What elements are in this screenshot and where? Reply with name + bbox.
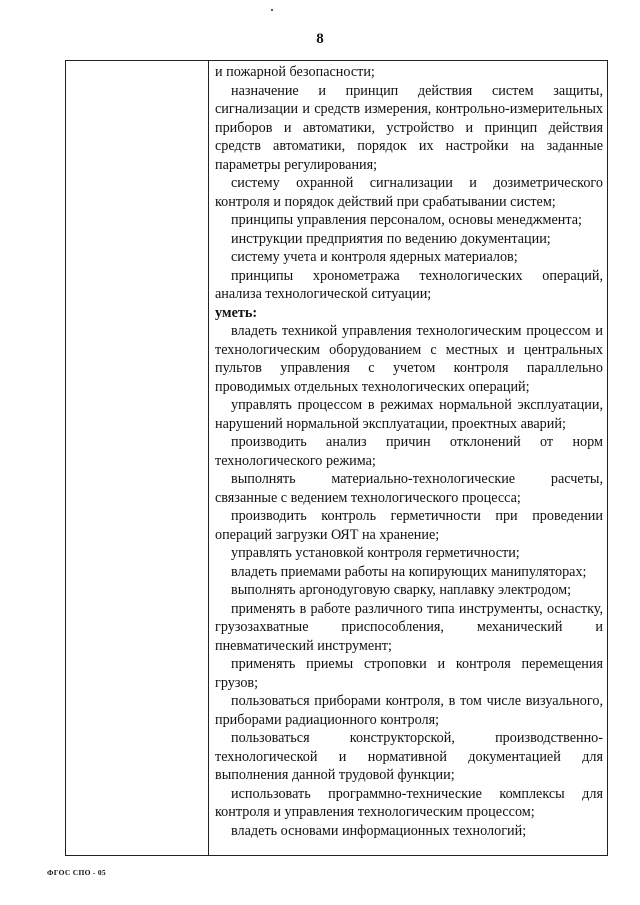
text-paragraph: производить контроль герметичности при проведении операций загрузки ОЯТ на хранение; bbox=[215, 508, 603, 543]
text-paragraph: систему учета и контроля ядерных материалов; bbox=[231, 249, 518, 265]
text-paragraph: управлять процессом в режимах нормальной эксплуатации, нарушений нормальной эксплуатации, проектных аварий; bbox=[215, 397, 603, 432]
text-paragraph: выполнять материально-технологические расчеты, связанные с ведением технологического процесса; bbox=[215, 471, 603, 506]
text-paragraph: пользоваться приборами контроля, в том числе визуального, приборами радиационного контроля; bbox=[215, 693, 603, 728]
text-paragraph: и пожарной безопасности; bbox=[215, 64, 375, 80]
text-paragraph: принципы управления персоналом, основы менеджмента; bbox=[231, 212, 583, 228]
text-paragraph: назначение и принцип действия систем защиты, сигнализации и средств измерения, контрольно-измерительных приборов и автоматики, устройство и принцип действия средств автоматики, порядок их настройки на заданные параметры регулирования; bbox=[215, 82, 603, 173]
text-paragraph: управлять установкой контроля герметичности; bbox=[231, 545, 520, 561]
content-table bbox=[65, 60, 608, 856]
text-paragraph: принципы хронометража технологических операций, анализа технологической ситуации; bbox=[215, 267, 603, 302]
scan-dot bbox=[271, 9, 273, 11]
footer-code: ФГОС СПО - 05 bbox=[47, 868, 106, 877]
text-paragraph: владеть основами информационных технологий; bbox=[231, 822, 527, 839]
text-paragraph: выполнять аргонодуговую сварку, наплавку электродом; bbox=[231, 582, 572, 598]
text-paragraph: производить анализ причин отклонений от норм технологического режима; bbox=[215, 434, 603, 469]
table-left-column bbox=[66, 61, 209, 855]
text-paragraph: пользоваться конструкторской, производственно-технологической и нормативной документацией для выполнения данной трудовой функции; bbox=[215, 730, 603, 783]
text-paragraph: владеть техникой управления технологическим процессом и технологическим оборудованием с местных и центральных пультов управления с учетом контроля параллельно проводимых отдельных технологических операций; bbox=[215, 323, 603, 395]
text-paragraph: использовать программно-технические комплексы для контроля и управления технологическим процессом; bbox=[215, 785, 603, 820]
text-paragraph: инструкции предприятия по ведению документации; bbox=[231, 230, 551, 247]
text-paragraph: применять в работе различного типа инструменты, оснастку, грузозахватные приспособления, механический и пневматический инструмент; bbox=[215, 600, 603, 654]
text-paragraph: систему охранной сигнализации и дозиметрического контроля и порядок действий при срабатывании систем; bbox=[215, 175, 603, 210]
table-right-column bbox=[209, 63, 607, 855]
text-paragraph: владеть приемами работы на копирующих манипуляторах; bbox=[231, 563, 587, 580]
text-paragraph: применять приемы строповки и контроля перемещения грузов; bbox=[215, 656, 603, 691]
section-label: уметь: bbox=[215, 304, 258, 321]
page-number: 8 bbox=[316, 31, 324, 47]
